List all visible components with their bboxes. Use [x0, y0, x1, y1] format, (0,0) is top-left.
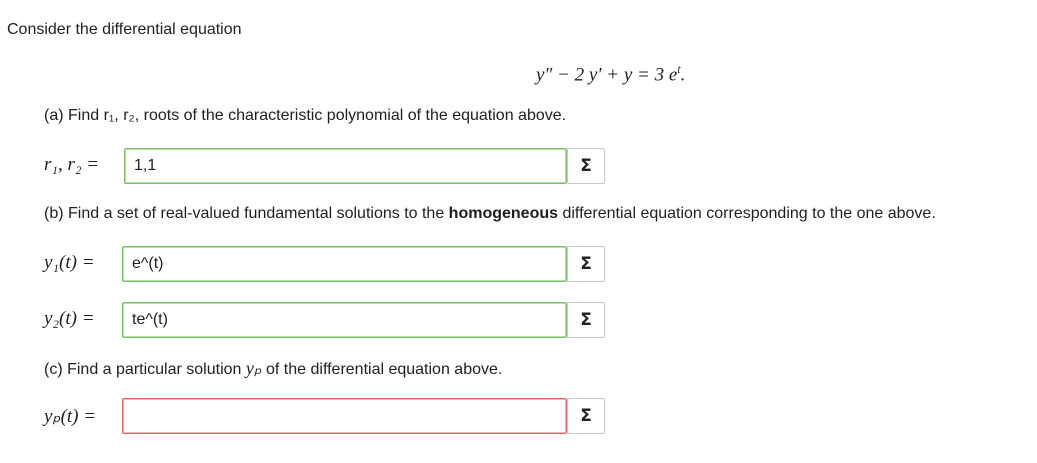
equation-lhs: y″ − 2 y′ + y = 3 e	[536, 64, 678, 86]
sigma-icon: Σ	[580, 156, 592, 176]
roots-sigma-button[interactable]	[567, 148, 605, 184]
part-b-question-start: (b) Find a set of real-valued fundamental solutions to the	[44, 205, 449, 222]
part-c-question	[44, 358, 502, 379]
y1-input[interactable]: e^(t)	[122, 246, 567, 282]
part-c-question-math: yₚ	[245, 358, 262, 378]
y2-input[interactable]: te^(t)	[122, 302, 567, 338]
sigma-icon: Σ	[580, 406, 592, 426]
part-c-question-start: (c) Find a particular solution	[44, 361, 246, 378]
equation-period: .	[680, 64, 686, 86]
part-b-question-bold: homogeneous	[448, 205, 559, 222]
y1-label: y₁(t) =	[44, 252, 95, 273]
y2-sigma-button[interactable]	[567, 302, 605, 338]
sigma-icon: Σ	[580, 254, 592, 274]
intro-text: Consider the differential equation	[7, 21, 242, 38]
roots-input[interactable]: 1,1	[124, 148, 567, 184]
part-b-question	[44, 205, 936, 223]
part-a-question: (a) Find r₁, r₂, roots of the characteristic polynomial of the equation above.	[44, 107, 567, 124]
yp-input[interactable]	[122, 398, 567, 434]
yp-label: yₚ(t) =	[44, 406, 97, 427]
y1-sigma-button[interactable]	[567, 246, 605, 282]
part-b-question-end: differential equation corresponding to the one above.	[558, 205, 936, 222]
yp-sigma-button[interactable]	[567, 398, 605, 434]
equation-exponent: t	[677, 62, 681, 76]
part-c-question-end: of the differential equation above.	[261, 361, 503, 378]
part-a-label: r₁, r₂ =	[44, 154, 100, 175]
y2-label: y₂(t) =	[44, 308, 95, 329]
differential-equation	[536, 62, 685, 86]
sigma-icon: Σ	[580, 310, 592, 330]
